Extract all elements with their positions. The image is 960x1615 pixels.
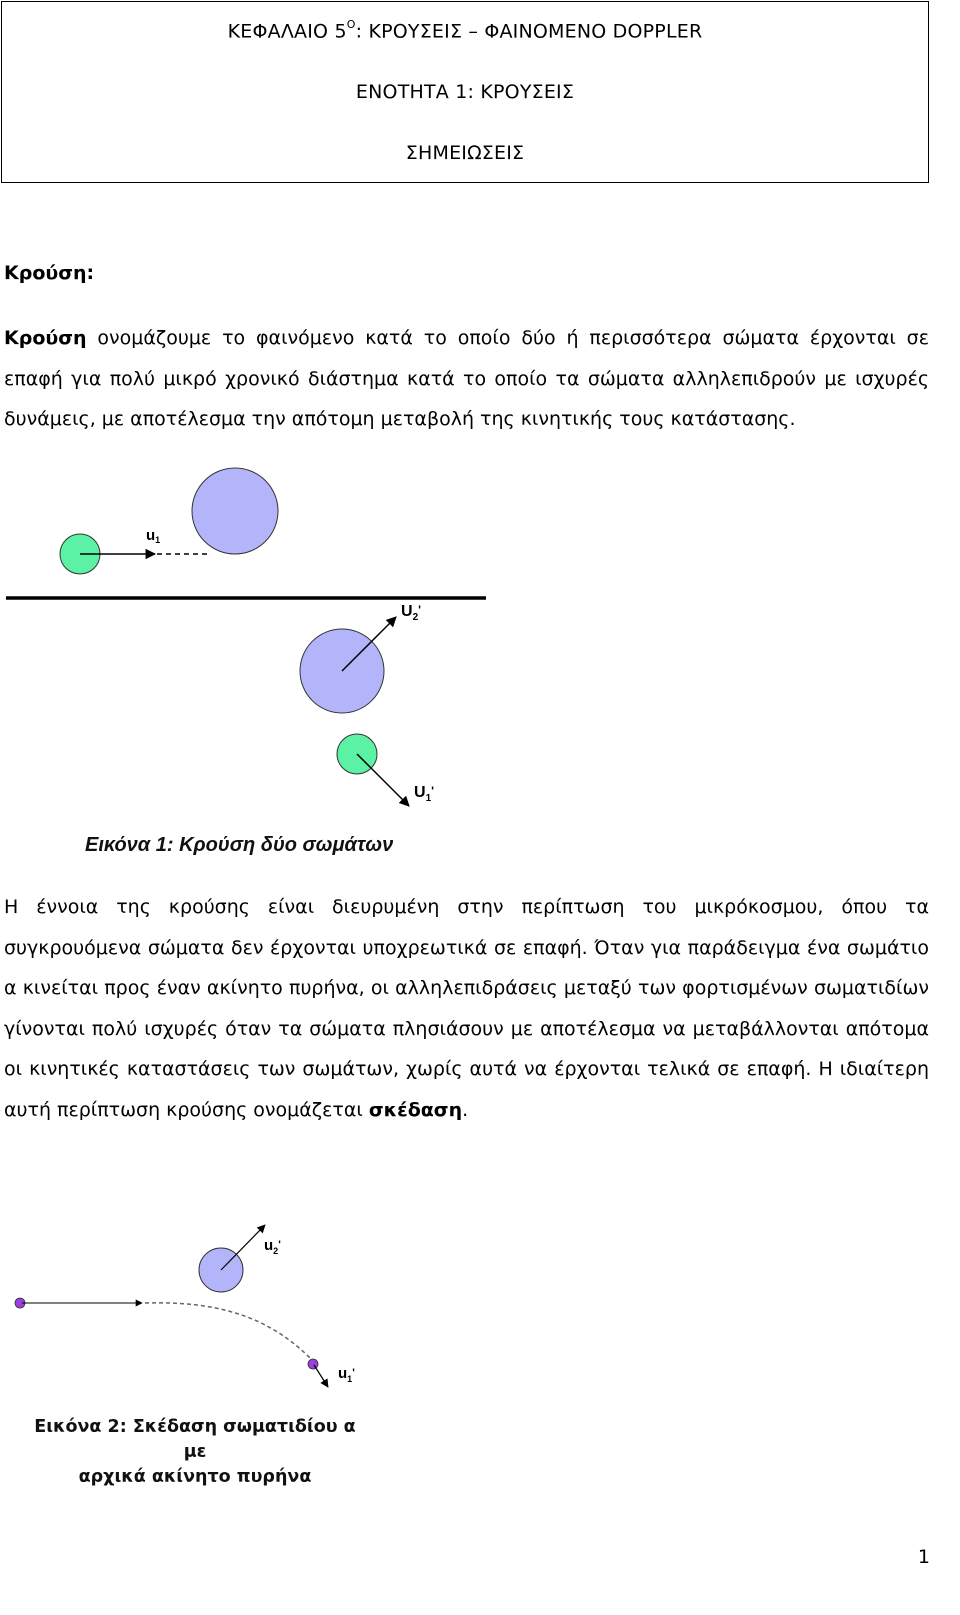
paragraph-definition xyxy=(4,318,929,440)
chapter-superscript: Ο xyxy=(346,18,356,31)
label-u1: $u_1$ xyxy=(146,527,161,545)
definition-text: ονομάζουμε το φαινόμενο κατά το οποίο δύο ή περισσότερα σώματα έρχονται σε επαφή για πολύ μικρό χρονικό διάστημα κατά το οποίο τα σώματα αλληλεπιδρούν με ισχυρές δυνάμεις, με αποτέλεσμα την απότομη μεταβολή της κινητικής τους κατάστασης. xyxy=(4,327,929,430)
label-U1p: $U_1'$ xyxy=(414,784,434,804)
paragraph-scattering xyxy=(4,887,929,1130)
chapter-title xyxy=(2,20,928,42)
scattered-path xyxy=(145,1303,312,1360)
notes-title: ΣΗΜΕΙΩΣΕΙΣ xyxy=(405,142,525,164)
figure-2-caption xyxy=(30,1415,360,1490)
term-skedasi: σκέδαση xyxy=(368,1098,463,1121)
figure-2-caption-line2: αρχικά ακίνητο πυρήνα xyxy=(78,1467,312,1487)
figure-2-caption-line1: Εικόνα 2: Σκέδαση σωματιδίου α με xyxy=(34,1417,356,1462)
velocity-u2p-arrow xyxy=(221,1225,265,1270)
label-u1p: $u_1'$ xyxy=(338,1365,355,1384)
figure-2-scattering xyxy=(0,1215,400,1415)
chapter-suffix: : ΚΡΟΥΣΕΙΣ – ΦΑΙΝΟΜΕΝΟ DOPPLER xyxy=(355,20,703,43)
label-U2p: $U_2'$ xyxy=(401,603,421,623)
scattering-text: Η έννοια της κρούσης είναι διευρυμένη στην περίπτωση του μικρόκοσμου, όπου τα συγκρουόμενα σώματα δεν έρχονται υποχρεωτικά σε επαφή. Όταν για παράδειγμα ένα σωμάτιο α κινείται προς έναν ακίνητο πυρήνα, οι αλληλεπιδράσεις μεταξύ των φορτισμένων σωματιδίων γίνονται πολύ ισχυρές όταν τα σώματα πλησιάσουν με αποτέλεσμα να μεταβάλλονται απότομα οι κινητικές καταστάσεις των σωμάτων, χωρίς αυτά να έρχονται τελικά σε επαφή. Η ιδιαίτερη αυτή περίπτωση κρούσης ονομάζεται xyxy=(4,896,929,1121)
label-u2p: $u_2'$ xyxy=(264,1237,281,1256)
header-box xyxy=(1,1,929,183)
particle-final xyxy=(308,1359,318,1369)
large-ball-before xyxy=(192,468,278,554)
velocity-u1p-arrow xyxy=(314,1365,328,1387)
velocity-U1p-arrow xyxy=(357,754,409,806)
scattering-end: . xyxy=(462,1098,469,1121)
chapter-prefix: ΚΕΦΑΛΑΙΟ 5 xyxy=(227,20,347,43)
section-title: Κρούση: xyxy=(4,262,95,284)
page-number: 1 xyxy=(917,1546,930,1568)
unit-title: ΕΝΟΤΗΤΑ 1: ΚΡΟΥΣΕΙΣ xyxy=(355,81,575,103)
figure-1-caption: Εικόνα 1: Κρούση δύο σωμάτων xyxy=(85,834,394,856)
figure-1-collision xyxy=(0,455,520,830)
term-krousi: Κρούση xyxy=(4,327,87,349)
